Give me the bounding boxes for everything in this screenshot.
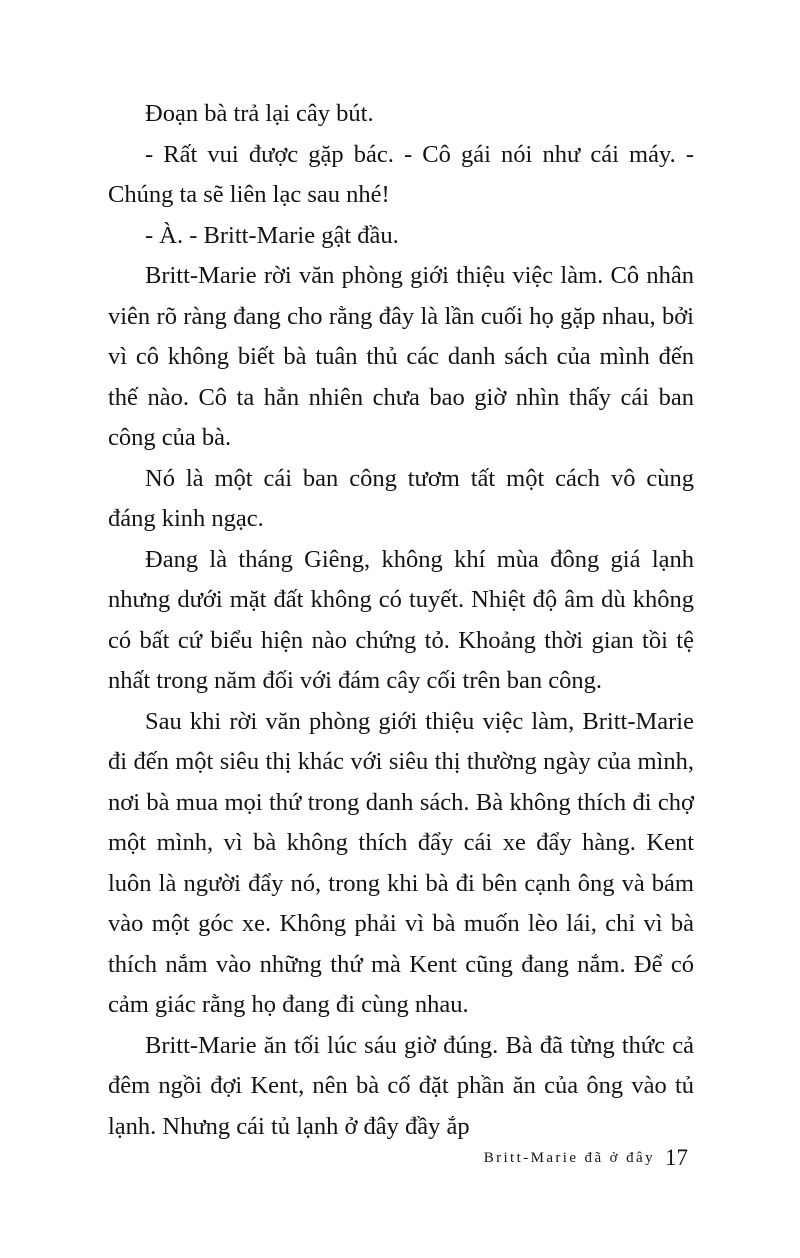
page-footer [484, 1145, 688, 1171]
paragraph-3: - À. - Britt-Marie gật đầu. [145, 221, 399, 249]
paragraph-6: Đang là tháng Giêng, không khí mùa đông giá lạnh nhưng dưới mặt đất không có tuyết. Nhiệt độ âm dù không có bất cứ biểu hiện nào chứng tỏ. Khoảng thời gian tồi tệ nhất trong năm đối với đám cây cối trên ban công. [108, 545, 694, 694]
paragraph-8: Britt-Marie ăn tối lúc sáu giờ đúng. Bà đã từng thức cả đêm ngồi đợi Kent, nên bà cố đặt phần ăn của ông vào tủ lạnh. Nhưng cái tủ lạnh ở đây đầy ắp [108, 1031, 694, 1140]
paragraph-7: Sau khi rời văn phòng giới thiệu việc làm, Britt-Marie đi đến một siêu thị khác với siêu thị thường ngày của mình, nơi bà mua mọi thứ trong danh sách. Bà không thích đi chợ một mình, vì bà không thích đẩy cái xe đẩy hàng. Kent luôn là người đẩy nó, trong khi bà đi bên cạnh ông và bám vào một góc xe. Không phải vì bà muốn lèo lái, chỉ vì bà thích nắm vào những thứ mà Kent cũng đang nắm. Để có cảm giác rằng họ đang đi cùng nhau. [108, 707, 694, 1018]
paragraph-1: Đoạn bà trả lại cây bút. [145, 100, 374, 127]
paragraph-2: - Rất vui được gặp bác. - Cô gái nói như cái máy. - Chúng ta sẽ liên lạc sau nhé! [108, 140, 694, 208]
page-number: 17 [665, 1145, 688, 1170]
running-footer-title: Britt-Marie đã ở đây [483, 1150, 655, 1166]
body-text [108, 94, 694, 1147]
paragraph-4: Britt-Marie rời văn phòng giới thiệu việc làm. Cô nhân viên rõ ràng đang cho rằng đây là lần cuối họ gặp nhau, bởi vì cô không biết bà tuân thủ các danh sách của mình đến thế nào. Cô ta hẳn nhiên chưa bao giờ nhìn thấy cái ban công của bà. [108, 262, 694, 451]
paragraph-5: Nó là một cái ban công tươm tất một cách vô cùng đáng kinh ngạc. [108, 464, 694, 532]
